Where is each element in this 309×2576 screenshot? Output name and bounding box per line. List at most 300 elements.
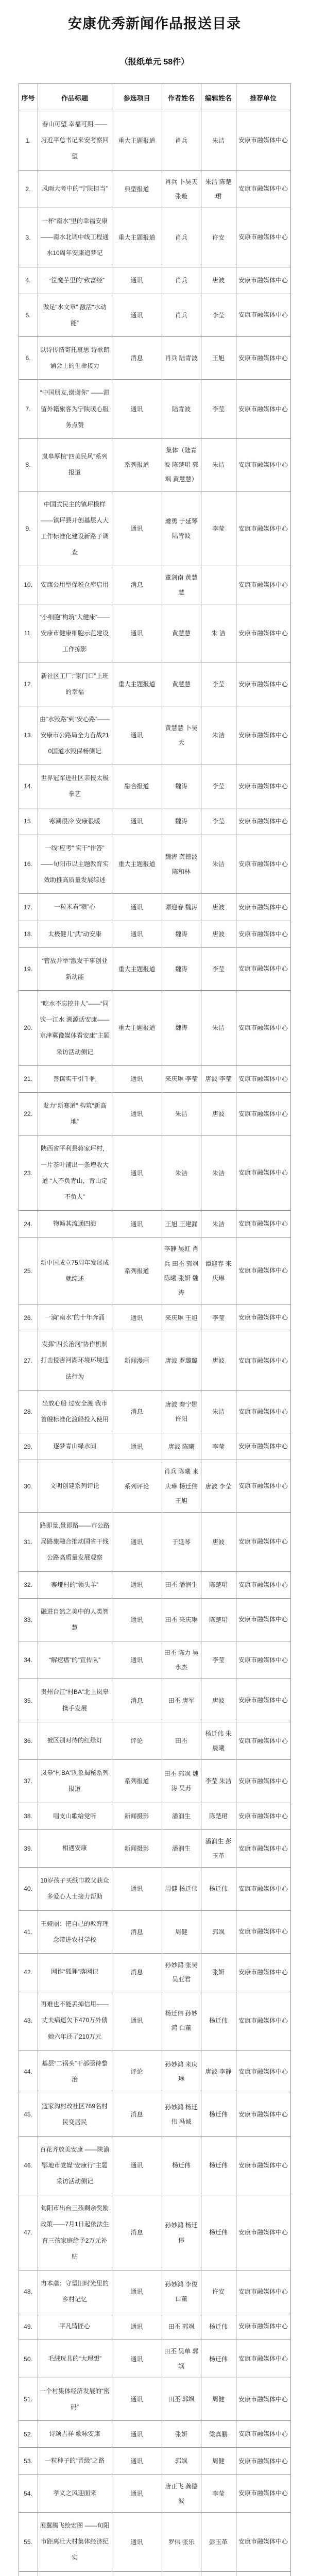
table-cell-col-editors: 李莹: [201, 765, 236, 808]
table-cell-col-category: 通讯: [112, 2340, 162, 2378]
table-cell-col-no: 42.: [19, 1953, 38, 1991]
table-cell-col-no: 24.: [19, 1211, 38, 1238]
table-cell-col-unit: 安康市融媒体中心: [236, 1512, 290, 1571]
table-cell-col-unit: 安康市融媒体中心: [236, 267, 290, 294]
table-cell-col-authors: 田丕 吴单 郭飒: [162, 2340, 201, 2378]
table-cell-col-title: 一粒种子的“晋级”之路: [38, 2448, 112, 2475]
table-cell-col-no: 51.: [19, 2378, 38, 2420]
table-cell-col-editors: 周健: [201, 2448, 236, 2475]
table-cell-col-authors: 李静 吴虹 肖兵 田丕 郭飒 陈曦 张妍 魏涛: [162, 1238, 201, 1304]
table-cell-col-title: 春山可望 幸福可期 ——习近平总书记来安考察回望: [38, 111, 112, 171]
table-cell-col-authors: 黄慧慧 卜昊天: [162, 706, 201, 765]
table-cell-col-authors: 魏涛: [162, 991, 201, 1066]
table-cell-col-editors: 杨迁伟: [201, 2093, 236, 2136]
table-cell-col-authors: 肖兵: [162, 111, 201, 171]
table-row: [19, 2512, 290, 2571]
table-cell-col-title: 融进自然之美中的人类智慧: [38, 1598, 112, 1641]
table-cell-col-unit: 安康市融媒体中心: [236, 1238, 290, 1304]
table-cell-col-authors: 田丕 陈力 吴永杰: [162, 1641, 201, 1679]
table-cell-col-no: 22.: [19, 1093, 38, 1136]
table-cell-col-no: 12.: [19, 663, 38, 706]
table-cell-col-no: 54.: [19, 2475, 38, 2512]
table-cell-col-editors: 唐波: [201, 1093, 236, 1136]
table-cell-col-no: 26.: [19, 1304, 38, 1331]
table-cell-col-title: 再难也不能丢掉信用——丈夫病逝欠下470万外债 她六年还了210万元: [38, 1991, 112, 2050]
table-row: [19, 2571, 290, 2576]
table-cell-col-authors: 郭飒: [162, 2448, 201, 2475]
table-cell-col-category: 系列报道: [112, 439, 162, 492]
table-cell-col-unit: 安康市融媒体中心: [236, 294, 290, 336]
table-cell-col-unit: 安康市融媒体中心: [236, 1460, 290, 1513]
table-cell-col-authors: 肖兵 陆青波: [162, 337, 201, 380]
table-cell-col-title: 一线“应考” 实干“作答” ——旬阳市以主题教育实效助推高质量发展综述: [38, 835, 112, 894]
table-cell-col-no: 44.: [19, 2050, 38, 2093]
table-row: [19, 1910, 290, 1953]
table-cell-col-unit: 安康市融媒体中心: [236, 111, 290, 171]
table-cell-col-category: 重大主题报道: [112, 208, 162, 267]
table-cell-col-authors: 田丕 唐军: [162, 1679, 201, 1722]
table-cell-col-unit: 安康市融媒体中心: [236, 894, 290, 921]
table-row: [19, 2378, 290, 2420]
table-row: [19, 491, 290, 566]
table-cell-col-authors: 张妍: [162, 2421, 201, 2448]
table-cell-col-no: 25.: [19, 1238, 38, 1304]
table-cell-col-authors: 杨迁伟: [162, 2136, 201, 2195]
column-header-col-unit: 推荐单位: [236, 84, 290, 111]
table-cell-col-unit: 安康市融媒体中心: [236, 2270, 290, 2313]
table-cell-col-category: 消息: [112, 1390, 162, 1433]
table-cell-col-category: 系列报道: [112, 1760, 162, 1803]
table-cell-col-editors: [201, 2571, 236, 2576]
table-cell-col-title: 善谋实干引千帆: [38, 1065, 112, 1092]
table-cell-col-unit: 安康市融媒体中心: [236, 1829, 290, 1867]
table-cell-col-authors: 肖兵 陈曦 来庆琳 杨迁伟 王旭: [162, 1460, 201, 1513]
table-cell-col-no: 55.: [19, 2512, 38, 2571]
column-header-col-authors: 作者姓名: [162, 84, 201, 111]
table-cell-col-unit: 安康市融媒体中心: [236, 663, 290, 706]
table-row: [19, 1991, 290, 2050]
table-cell-col-category: 通讯: [112, 2270, 162, 2313]
table-cell-col-title: 发挥“四长治河”协作机制打击侵害河湖环境环境违法行为: [38, 1331, 112, 1391]
table-cell-col-unit: 安康市融媒体中心: [236, 2475, 290, 2512]
table-row: [19, 1641, 290, 1679]
table-cell-col-no: 16.: [19, 835, 38, 894]
table-cell-col-category: 通讯: [112, 1991, 162, 2050]
table-cell-col-category: 重大主题报道: [112, 835, 162, 894]
table-row: [19, 2270, 290, 2313]
table-cell-col-editors: 唐波: [201, 1512, 236, 1571]
table-cell-col-title: 一杯“南水”里的幸福安康——南水北调中线工程通水10周年安康追梦记: [38, 208, 112, 267]
table-cell-col-authors: 董剑南 黄慧慧: [162, 566, 201, 604]
table-cell-col-no: 3.: [19, 208, 38, 267]
table-cell-col-editors: 周健: [201, 2378, 236, 2420]
table-cell-col-no: [19, 2571, 38, 2576]
table-cell-col-editors: 潘润生 彭玉革: [201, 1829, 236, 1867]
table-cell-col-category: 通讯: [112, 1571, 162, 1598]
table-row: [19, 706, 290, 765]
table-cell-col-category: 重大主题报道: [112, 947, 162, 990]
table-cell-col-title: 诗颂吉祥 歌咏安康: [38, 2421, 112, 2448]
table-cell-col-title: 展翼腾飞绘宏图 ——旬阳市距离壮大村集体经济纪实: [38, 2512, 112, 2571]
table-cell-col-editors: 唐波: [201, 921, 236, 947]
table-cell-col-authors: 孙妙鸿 张昊 吴亚君: [162, 1953, 201, 1991]
table-cell-col-category: 通讯: [112, 1433, 162, 1460]
table-cell-col-no: 1.: [19, 111, 38, 171]
table-row: [19, 294, 290, 336]
table-cell-col-editors: 李莹: [201, 294, 236, 336]
table-cell-col-category: 融合报道: [112, 765, 162, 808]
table-cell-col-category: 消息: [112, 2195, 162, 2270]
table-cell-col-no: 23.: [19, 1136, 38, 1211]
table-cell-col-authors: 潘润生: [162, 1829, 201, 1867]
table-cell-col-authors: 魏涛: [162, 765, 201, 808]
table-cell-col-unit: 安康市融媒体中心: [236, 1910, 290, 1953]
table-cell-col-title: 安康公用型保税仓库启用: [38, 566, 112, 604]
table-cell-col-category: 通讯: [112, 491, 162, 566]
table-cell-col-authors: 田丕: [162, 1722, 201, 1759]
table-row: [19, 1460, 290, 1513]
table-row: [19, 1331, 290, 1391]
table-cell-col-no: 7.: [19, 380, 38, 439]
table-cell-col-editors: 李莹: [201, 491, 236, 566]
table-cell-col-editors: 杨迁伟 朱晨曦: [201, 1722, 236, 1759]
table-cell-col-title: [38, 2571, 112, 2576]
table-cell-col-authors: 唐波 陈曦: [162, 1433, 201, 1460]
table-cell-col-editors: 朱洁: [201, 1390, 236, 1433]
table-cell-col-authors: 孙妙鸿 杨迁伟 冯诚: [162, 2093, 201, 2136]
table-cell-col-category: 重大主题报道: [112, 991, 162, 1066]
table-cell-col-title: 坐放心船 过安全渡 我市首艘标准化渡船投入使用: [38, 1390, 112, 1433]
table-cell-col-category: 通讯: [112, 921, 162, 947]
table-cell-col-unit: 安康市融媒体中心: [236, 1331, 290, 1391]
table-cell-col-no: 17.: [19, 894, 38, 921]
table-cell-col-title: 物畅其流通四海: [38, 1211, 112, 1238]
table-cell-col-no: 45.: [19, 2093, 38, 2136]
submission-catalog-table: [19, 83, 291, 2576]
table-cell-col-editors: 杨迁伟: [201, 2195, 236, 2270]
table-cell-col-unit: 安康市融媒体中心: [236, 2050, 290, 2093]
table-cell-col-no: 4.: [19, 267, 38, 294]
table-cell-col-unit: 安康市融媒体中心: [236, 1093, 290, 1136]
table-cell-col-category: 通讯: [112, 2512, 162, 2571]
table-cell-col-title: 寇家沟村改社区769名村民变居民: [38, 2093, 112, 2136]
table-cell-col-title: 旬阳市出台三孩剩余奖励政策——7月1日起依法生育三孩家庭给予2万元补贴: [38, 2195, 112, 2270]
table-cell-col-editors: 许安: [201, 2270, 236, 2313]
table-cell-col-unit: 安康市融媒体中心: [236, 1065, 290, 1092]
table-cell-col-title: 相遇安康: [38, 1829, 112, 1867]
table-row: [19, 1953, 290, 1991]
table-cell-col-editors: 朱洁: [201, 111, 236, 171]
table-cell-col-unit: 安康市融媒体中心: [236, 1390, 290, 1433]
table-cell-col-no: 53.: [19, 2448, 38, 2475]
table-row: [19, 1829, 290, 1867]
table-row: [19, 1868, 290, 1910]
table-body: [19, 111, 290, 2576]
table-cell-col-category: 通讯: [112, 1065, 162, 1092]
table-cell-col-authors: [162, 2571, 201, 2576]
table-row: [19, 1211, 290, 1238]
table-cell-col-title: 毛绒玩具的“大理想”: [38, 2340, 112, 2378]
table-cell-col-authors: 璩勇 于延琴 陆青波: [162, 491, 201, 566]
table-cell-col-title: 冉本藩：守望旧时光里的乡村记忆: [38, 2270, 112, 2313]
table-cell-col-title: 由“水毁路”到“安心路”——安康市公路局全力奋战210国道水毁保畅侧记: [38, 706, 112, 765]
table-cell-col-title: 一个村集体经济发展的“密码”: [38, 2378, 112, 2420]
table-row: [19, 1433, 290, 1460]
table-cell-col-unit: 安康市融媒体中心: [236, 337, 290, 380]
table-cell-col-no: 32.: [19, 1571, 38, 1598]
table-cell-col-category: 通讯: [112, 1868, 162, 1910]
table-cell-col-editors: 朱洁 陈楚珺: [201, 170, 236, 208]
table-cell-col-editors: 唐波: [201, 267, 236, 294]
table-cell-col-title: 岚皋“村BA”现象揭秘系列报道: [38, 1760, 112, 1803]
table-row: [19, 604, 290, 663]
table-cell-col-authors: 陆青波: [162, 380, 201, 439]
table-cell-col-title: 一筐魔芋里的“致富经”: [38, 267, 112, 294]
table-cell-col-editors: 朱洁: [201, 706, 236, 765]
table-cell-col-category: 消息: [112, 1953, 162, 1991]
table-row: [19, 380, 290, 439]
table-cell-col-no: 10.: [19, 566, 38, 604]
table-cell-col-unit: 安康市融媒体中心: [236, 566, 290, 604]
table-cell-col-category: 重大主题报道: [112, 663, 162, 706]
table-cell-col-authors: 谭迎春 魏涛: [162, 894, 201, 921]
table-cell-col-title: 陕西省平利县蒋家坪村，一片茶叶铺出一条增收大道 “人不负青山，青山定不负人”: [38, 1136, 112, 1211]
table-cell-col-authors: 罗伟 张乐: [162, 2512, 201, 2571]
table-cell-col-no: 30.: [19, 1460, 38, 1513]
table-row: [19, 111, 290, 171]
column-header-col-title: 作品标题: [38, 84, 112, 111]
table-cell-col-title: 被区别对待的红绿灯: [38, 1722, 112, 1759]
page-subtitle: （报纸单元 58件）: [0, 55, 309, 67]
table-row: [19, 947, 290, 990]
table-cell-col-authors: 田丕 郭飒 魏涛 吴苏: [162, 1760, 201, 1803]
table-cell-col-title: 唱支山歌给党听: [38, 1803, 112, 1829]
table-cell-col-category: 评论: [112, 1722, 162, 1759]
table-cell-col-no: 50.: [19, 2340, 38, 2378]
table-cell-col-title: 逐梦青山绿水间: [38, 1433, 112, 1460]
table-row: [19, 1571, 290, 1598]
table-cell-col-title: 寨垭村的“领头羊”: [38, 1571, 112, 1598]
table-cell-col-editors: 梁真鹏: [201, 2421, 236, 2448]
table-cell-col-category: 通讯: [112, 604, 162, 663]
table-cell-col-editors: 李莹: [201, 1304, 236, 1331]
table-cell-col-editors: 朱洁: [201, 439, 236, 492]
table-cell-col-category: 通讯: [112, 1093, 162, 1136]
table-row: [19, 1238, 290, 1304]
table-cell-col-no: 19.: [19, 947, 38, 990]
table-cell-col-editors: 李莹 朱洁: [201, 1760, 236, 1803]
table-row: [19, 765, 290, 808]
table-cell-col-title: “解疙瘩”的“宣传队”: [38, 1641, 112, 1679]
table-cell-col-authors: 田丕 郭飒: [162, 2378, 201, 2420]
table-cell-col-editors: 朱洁: [201, 1211, 236, 1238]
table-cell-col-no: 27.: [19, 1331, 38, 1391]
table-cell-col-unit: 安康市融媒体中心: [236, 991, 290, 1066]
table-cell-col-no: 35.: [19, 1679, 38, 1722]
table-cell-col-category: 通讯: [112, 267, 162, 294]
table-cell-col-editors: 唐波 李莹: [201, 1460, 236, 1513]
table-row: [19, 2195, 290, 2270]
table-row: [19, 1304, 290, 1331]
table-cell-col-category: 消息: [112, 566, 162, 604]
table-cell-col-authors: 集体（陆青波 陈楚珺 郭飒 黄慧慧）: [162, 439, 201, 492]
table-cell-col-no: 11.: [19, 604, 38, 663]
table-cell-col-authors: 魏涛: [162, 947, 201, 990]
table-row: [19, 1598, 290, 1641]
table-cell-col-no: 47.: [19, 2195, 38, 2270]
table-cell-col-title: 贵州台江“村BA”北上岚皋 携手发展: [38, 1679, 112, 1722]
table-cell-col-category: 消息: [112, 1679, 162, 1722]
table-cell-col-no: 21.: [19, 1065, 38, 1092]
table-row: [19, 2475, 290, 2512]
table-cell-col-authors: 肖兵: [162, 294, 201, 336]
table-cell-col-no: 52.: [19, 2421, 38, 2448]
table-cell-col-no: 20.: [19, 991, 38, 1066]
table-row: [19, 566, 290, 604]
table-cell-col-category: 通讯: [112, 1598, 162, 1641]
table-row: [19, 2340, 290, 2378]
table-cell-col-title: 做足“水文章” 激活“水动能”: [38, 294, 112, 336]
table-cell-col-no: 37.: [19, 1760, 38, 1803]
table-row: [19, 2421, 290, 2448]
table-cell-col-category: 通讯: [112, 2421, 162, 2448]
table-cell-col-title: 一粒米看“粮”心: [38, 894, 112, 921]
table-cell-col-category: 通讯: [112, 808, 162, 835]
table-cell-col-title: 一滴“南水”的十年奔涌: [38, 1304, 112, 1331]
table-cell-col-unit: 安康市融媒体中心: [236, 1953, 290, 1991]
table-cell-col-unit: 安康市融媒体中心: [236, 1211, 290, 1238]
table-cell-col-no: 8.: [19, 439, 38, 492]
table-cell-col-editors: 杨迁伟: [201, 2340, 236, 2378]
table-cell-col-unit: [236, 2571, 290, 2576]
table-cell-col-unit: 安康市融媒体中心: [236, 439, 290, 492]
table-cell-col-editors: 李莹: [201, 663, 236, 706]
table-cell-col-editors: 杨迁伟: [201, 2136, 236, 2195]
table-cell-col-authors: 于延琴: [162, 1512, 201, 1571]
table-row: [19, 2136, 290, 2195]
table-cell-col-no: 41.: [19, 1910, 38, 1953]
table-row: [19, 1679, 290, 1722]
table-cell-col-category: 重大主题报道: [112, 111, 162, 171]
table-cell-col-title: 孝义之风迎面来: [38, 2475, 112, 2512]
table-row: [19, 808, 290, 835]
table-cell-col-category: 通讯: [112, 1512, 162, 1571]
table-cell-col-unit: 安康市融媒体中心: [236, 947, 290, 990]
table-cell-col-category: 通讯: [112, 894, 162, 921]
table-cell-col-authors: 田丕 郭飒: [162, 2313, 201, 2340]
table-cell-col-no: 38.: [19, 1803, 38, 1829]
table-cell-col-category: 典型报道: [112, 170, 162, 208]
table-cell-col-title: 以诗传情寄托哀思 诗歌朗诵会上的生命接力: [38, 337, 112, 380]
table-cell-col-editors: 李莹: [201, 1433, 236, 1460]
table-cell-col-unit: 安康市融媒体中心: [236, 808, 290, 835]
table-cell-col-authors: 杨迁伟 孙妙鸿 白董: [162, 1991, 201, 2050]
table-cell-col-no: 13.: [19, 706, 38, 765]
table-cell-col-category: 通讯: [112, 1136, 162, 1211]
table-cell-col-editors: [201, 566, 236, 604]
table-cell-col-title: 平凡铸匠心: [38, 2313, 112, 2340]
table-cell-col-editors: 杨迁伟: [201, 2313, 236, 2340]
column-header-col-category: 参选项目: [112, 84, 162, 111]
table-row: [19, 2448, 290, 2475]
table-cell-col-title: 文明创建系列评论: [38, 1460, 112, 1513]
table-cell-col-category: 评论: [112, 2050, 162, 2093]
table-cell-col-unit: 安康市融媒体中心: [236, 1571, 290, 1598]
table-cell-col-title: “管放并举”激发干事创业新动能: [38, 947, 112, 990]
table-cell-col-authors: 王旭 王建漏: [162, 1211, 201, 1238]
table-cell-col-editors: 王旭: [201, 337, 236, 380]
table-cell-col-unit: 安康市融媒体中心: [236, 491, 290, 566]
table-cell-col-no: 48.: [19, 2270, 38, 2313]
table-cell-col-authors: 肖兵: [162, 267, 201, 294]
table-cell-col-editors: 杨迁伟: [201, 1991, 236, 2050]
table-cell-col-unit: 安康市融媒体中心: [236, 765, 290, 808]
table-row: [19, 208, 290, 267]
table-cell-col-unit: 安康市融媒体中心: [236, 835, 290, 894]
table-cell-col-authors: 黄慧慧: [162, 604, 201, 663]
table-row: [19, 1512, 290, 1571]
table-cell-col-editors: 李莹: [201, 380, 236, 439]
table-cell-col-authors: 田丕 来庆琳: [162, 1598, 201, 1641]
table-cell-col-unit: 安康市融媒体中心: [236, 1991, 290, 2050]
table-cell-col-category: 系列评论: [112, 1460, 162, 1513]
table-cell-col-title: 新中国成立75周年发展成就综述: [38, 1238, 112, 1304]
table-cell-col-unit: 安康市融媒体中心: [236, 2313, 290, 2340]
table-cell-col-category: 消息: [112, 337, 162, 380]
table-cell-col-editors: 郭飒: [201, 1910, 236, 1953]
table-cell-col-unit: 安康市融媒体中心: [236, 380, 290, 439]
table-row: [19, 991, 290, 1066]
table-cell-col-category: 通讯: [112, 2475, 162, 2512]
table-cell-col-title: 基层“二锅头”干部亟待整治: [38, 2050, 112, 2093]
table-cell-col-unit: 安康市融媒体中心: [236, 1433, 290, 1460]
table-cell-col-editors: 谭迎春 来庆琳: [201, 1238, 236, 1304]
table-cell-col-authors: 来庆琳 王旭: [162, 1304, 201, 1331]
table-cell-col-no: 2.: [19, 170, 38, 208]
table-cell-col-category: 通讯: [112, 1211, 162, 1238]
table-cell-col-title: “吃水不忘挖井人”——“同饮一江水 溯源话安康——京津冀豫媒体看安康”主题采访活动侧记: [38, 991, 112, 1066]
table-row: [19, 2313, 290, 2340]
table-cell-col-title: 路即景,景即路——市公路局路旅融合推动国省干线公路高质量发展观察: [38, 1512, 112, 1571]
table-cell-col-no: 39.: [19, 1829, 38, 1867]
table-cell-col-no: 28.: [19, 1390, 38, 1433]
table-cell-col-authors: 肖兵: [162, 208, 201, 267]
table-cell-col-title: 百花齐放美安康 ——陕渝鄂地市党媒“安康行”主题采访活动侧记: [38, 2136, 112, 2195]
table-cell-col-editors: 李莹: [201, 1641, 236, 1679]
table-cell-col-editors: 陈楚珺: [201, 1598, 236, 1641]
table-row: [19, 1065, 290, 1092]
table-cell-col-editors: 唐波 李静: [201, 2050, 236, 2093]
table-cell-col-unit: 安康市融媒体中心: [236, 1598, 290, 1641]
table-cell-col-unit: 安康市融媒体中心: [236, 2378, 290, 2420]
table-cell-col-authors: 魏涛: [162, 921, 201, 947]
table-cell-col-category: 新闻漫画: [112, 1331, 162, 1391]
column-header-col-editors: 编辑姓名: [201, 84, 236, 111]
table-cell-col-authors: 唐正飞 龚德波: [162, 2475, 201, 2512]
table-cell-col-editors: 朱洁: [201, 835, 236, 894]
table-cell-col-no: 29.: [19, 1433, 38, 1460]
table-cell-col-authors: 唐波 秦宁娜 许阳: [162, 1390, 201, 1433]
table-cell-col-editors: 李莹: [201, 947, 236, 990]
table-cell-col-title: 王娅丽：把自己的教育理念带进农村学校: [38, 1910, 112, 1953]
table-cell-col-category: 消息: [112, 1910, 162, 1953]
table-header-row: [19, 84, 290, 111]
table-cell-col-category: 通讯: [112, 2313, 162, 2340]
table-cell-col-title: 风雨大考中的“宁陕担当”: [38, 170, 112, 208]
table-row: [19, 1390, 290, 1433]
table-cell-col-authors: 朱洁: [162, 1093, 201, 1136]
table-cell-col-unit: 安康市融媒体中心: [236, 1641, 290, 1679]
